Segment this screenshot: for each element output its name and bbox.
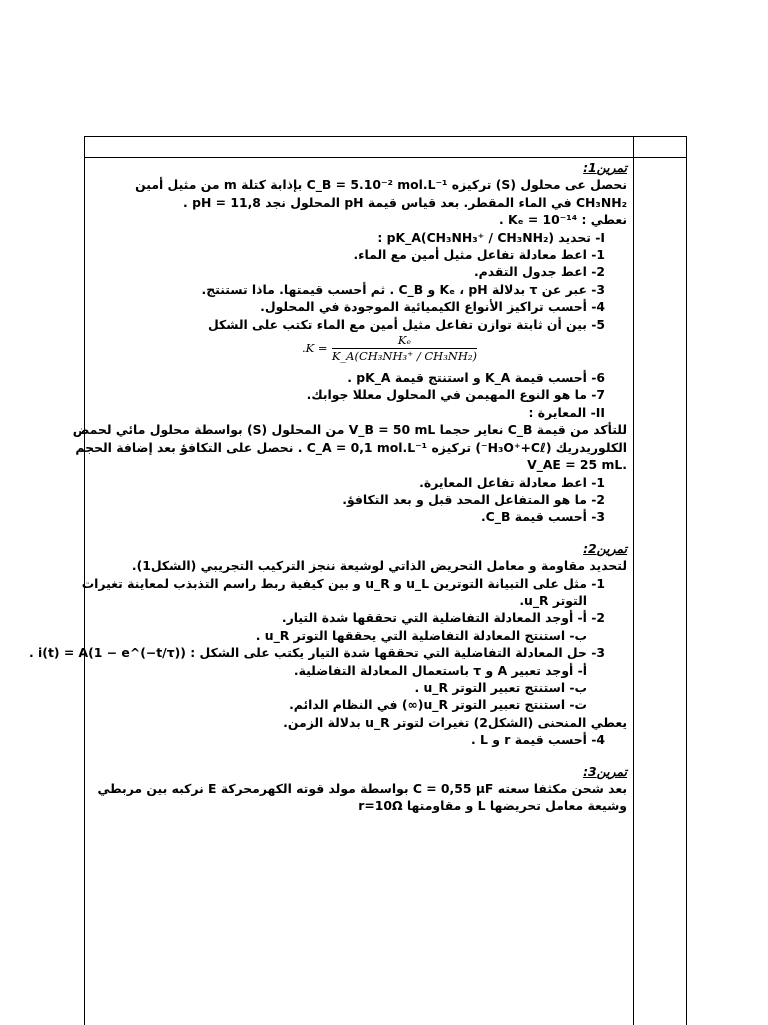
ex2-question-3d: ت- استنتج تعبير التوتر u_R(∞) في النظام الدائم. [289, 697, 587, 713]
ex2-question-2b: ب- استنتج المعادلة التفاضلية التي يحققها التوتر u_R . [255, 627, 587, 643]
ex1-question-6: 6- أحسب قيمة K_A و استنتج قيمة pK_A . [347, 370, 605, 386]
ex1-question-3: 3- عبر عن τ بدلالة Kₑ ، pH و C_B . ثم أحسب قيمتها. ماذا تستنتج. [201, 281, 605, 297]
exercise-2-title: تمرين2: [583, 540, 627, 556]
formula-fraction [332, 333, 477, 364]
ex1-question-5: 5- بين أن ثابتة توازن تفاعل مثيل أمين مع الماء تكتب على الشكل [207, 316, 605, 332]
ex1-question-4: 4- أحسب تراكيز الأنواع الكيميائية الموجودة في المحلول. [260, 299, 605, 315]
ex3-line-1: بعد شحن مكثفا سعته C = 0,55 μF بواسطة مولد قوته الكهرمحركة E نركبه بين مربطي [97, 781, 627, 796]
ex2-question-2a: 2- أ- أوجد المعادلة التفاضلية التي تحققها شدة التيار. [281, 610, 605, 626]
ex1-line-2: CH₃NH₂ في الماء المقطر. بعد قياس قيمة pH المحلول نجد pH = 11,8 . [183, 194, 627, 210]
ex1-question-1: 1- اعط معادلة تفاعل مثيل أمين مع الماء. [353, 247, 605, 263]
ex2-question-4: 4- أحسب قيمة r و L . [470, 732, 605, 748]
formula-numerator: Kₑ [332, 333, 477, 349]
part-1-title: I- تحديد pK_A(CH₃NH₃⁺ / CH₃NH₂) : [377, 229, 605, 245]
titration-question-1: 1- اعط معادلة تفاعل المعايرة. [419, 474, 605, 490]
ex2-line-2: يعطي المنحنى (الشكل2) تغيرات لتوتر u_R بدلالة الزمن. [283, 714, 627, 730]
exercise-sheet-table [29, 136, 687, 1025]
ex1-line-1: نحصل عى محلول (S) تركيزه C_B = 5.10⁻² mol.L⁻¹ بإذابة كتلة m من مثيل أمين [135, 177, 627, 193]
equilibrium-formula [91, 333, 627, 369]
ex3-line-2: وشيعة معامل تحريضها L و مقاومتها r=10Ω [358, 798, 627, 814]
formula-left: .K = [301, 341, 328, 356]
ex2-question-1b: التوتر u_R. [519, 592, 587, 608]
exercise-1-title: تمرين1: [583, 160, 627, 175]
ex2-line-1: لتحديد مقاومة و معامل التحريض الذاتي لوشيعة ننجز التركيب التجريبي (الشكل1). [131, 558, 627, 574]
ex2-question-3a: 3- حل المعادلة التفاضلية التي تحققها شدة التيار يكتب على الشكل : i(t) = A(1 − e^(−t/τ)) . [29, 645, 605, 661]
titration-line-3: .V_AE = 25 mL [527, 457, 627, 473]
titration-question-3: 3- أحسب قيمة C_B. [480, 509, 605, 525]
exercise-3-title: تمرين3: [583, 763, 627, 779]
ex1-line-3: نعطي : Kₑ = 10⁻¹⁴ . [498, 212, 627, 228]
table-header-row [85, 137, 686, 158]
titration-line-2: الكلوريدريك (H₃O⁺+Cℓ⁻) تركيزه C_A = 0,1 mol.L⁻¹ . نحصل على التكافؤ بعد إضافة الحجم [75, 439, 627, 455]
part-2-title: II- المعايرة : [528, 404, 605, 420]
table-column-divider [633, 137, 634, 1025]
ex2-question-3c: ب- استنتج تعبير التوتر u_R . [414, 679, 587, 695]
formula-denominator: K_A(CH₃NH₃⁺ / CH₃NH₂) [331, 349, 477, 364]
ex1-question-2: 2- اعط جدول التقدم. [473, 264, 605, 280]
ex2-question-1a: 1- مثل على التبيانة التوترين u_L و u_R و بين كيفية ربط راسم التذبذب لمعاينة تغيرات [81, 575, 605, 591]
titration-line-1: للتأكد من قيمة C_B نعاير حجما V_B = 50 mL من المحلول (S) بواسطة محلول مائي لحمض [72, 422, 627, 438]
ex2-question-3b: أ- أوجد تعبير A و τ باستعمال المعادلة التفاضلية. [293, 662, 587, 678]
exercise-content [29, 157, 627, 815]
ex1-question-7: 7- ما هو النوع المهيمن في المحلول معللا جوابك. [306, 387, 605, 403]
titration-question-2: 2- ما هو المتفاعل المحد قبل و بعد التكافؤ. [342, 491, 605, 507]
